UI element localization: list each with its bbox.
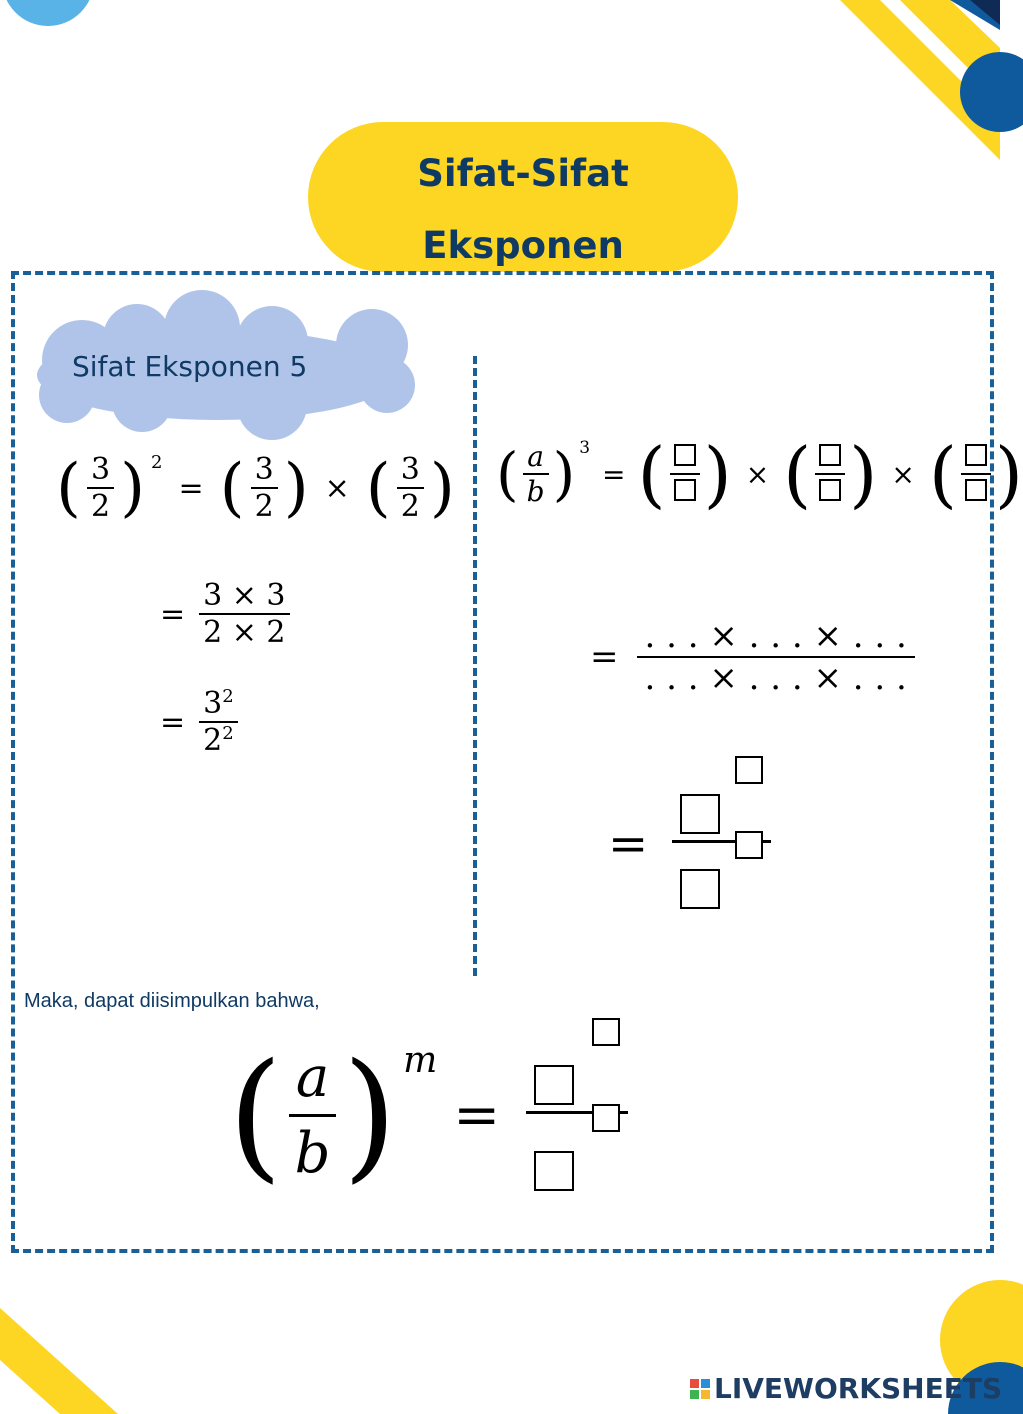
base-blank-box[interactable]: [534, 1065, 574, 1105]
dots-fraction[interactable]: $\frac{. . . \times . . . \times . . .}{. . . \times . . . \times . . .}$: [637, 616, 915, 698]
power-blank-fraction[interactable]: [672, 778, 771, 909]
exponent-blank-box[interactable]: [735, 831, 763, 859]
power-fraction: $\frac{3^2}{2^2}$: [199, 686, 238, 758]
conclusion-text: Maka, dapat diisimpulkan bahwa,: [24, 990, 320, 1012]
exponent-blank-box[interactable]: [735, 756, 763, 784]
product-fraction: $\frac{3 \times 3}{2 \times 2}$: [199, 578, 289, 650]
page-title-line-2: Eksponen: [422, 224, 624, 267]
left-equation-line-2: = $\frac{3 \times 3}{2 \times 2}$: [160, 578, 290, 650]
exponent-blank-box[interactable]: [592, 1018, 620, 1046]
factor-fraction-1: $\frac{3}{2}$: [251, 452, 278, 524]
base-blank-box[interactable]: [534, 1151, 574, 1191]
right-equation-line-3: =: [608, 778, 771, 909]
factor-fraction-2: $\frac{3}{2}$: [397, 452, 424, 524]
equals-sign: =: [178, 470, 204, 506]
left-exponent: 2: [151, 452, 163, 473]
left-equation-line-3: = $\frac{3^2}{2^2}$: [160, 686, 238, 758]
decor-bottom-left-stripe: [0, 1300, 130, 1414]
blank-fraction-1[interactable]: [670, 440, 700, 508]
left-paren: (: [56, 451, 81, 525]
times-sign: ×: [324, 470, 350, 506]
base-blank-box[interactable]: [680, 869, 720, 909]
conclusion-formula: ( $\frac{a}{b}$ ) m =: [228, 1040, 628, 1191]
blank-box[interactable]: [674, 479, 696, 501]
logo-grid-icon: [690, 1379, 710, 1399]
column-divider: [473, 356, 477, 976]
base-blank-box[interactable]: [680, 794, 720, 834]
section-label: Sifat Eksponen 5: [72, 350, 308, 383]
conclusion-exponent: m: [403, 1040, 438, 1081]
left-base-fraction: $\frac{3}{2}$: [87, 452, 114, 524]
page-title: [308, 138, 738, 282]
ab-fraction: $\frac{a}{b}$: [523, 440, 549, 508]
right-equation-line-1: ( $\frac{a}{b}$ ) 3 = ( ) × ( ) × ( ): [496, 432, 1023, 516]
blank-box[interactable]: [965, 479, 987, 501]
blank-box[interactable]: [819, 444, 841, 466]
liveworksheets-logo: LIVEWORKSHEETS: [690, 1372, 1002, 1405]
page-title-line-1: Sifat-Sifat: [417, 152, 629, 195]
blank-box[interactable]: [965, 444, 987, 466]
conclusion-answer-fraction[interactable]: [526, 1040, 628, 1191]
left-equation-line-1: ( $\frac{3}{2}$ ) 2 = ( $\frac{3}{2}$ ) × ( $\frac{3}{2}$ ): [56, 451, 455, 525]
exponent-blank-box[interactable]: [592, 1104, 620, 1132]
decor-top-left-circle: [0, 0, 100, 40]
right-exponent: 3: [579, 438, 591, 458]
conclusion-ab-fraction: $\frac{a}{b}$: [289, 1045, 337, 1186]
decor-top-right-stripes: [820, 0, 1000, 160]
right-equation-line-2: = $\frac{. . . \times . . . \times . . .}{. . . \times . . . \times . . .}$: [590, 616, 915, 698]
blank-fraction-2[interactable]: [815, 440, 845, 508]
blank-box[interactable]: [819, 479, 841, 501]
blank-box[interactable]: [674, 444, 696, 466]
right-paren: ): [120, 451, 146, 525]
blank-fraction-3[interactable]: [961, 440, 991, 508]
